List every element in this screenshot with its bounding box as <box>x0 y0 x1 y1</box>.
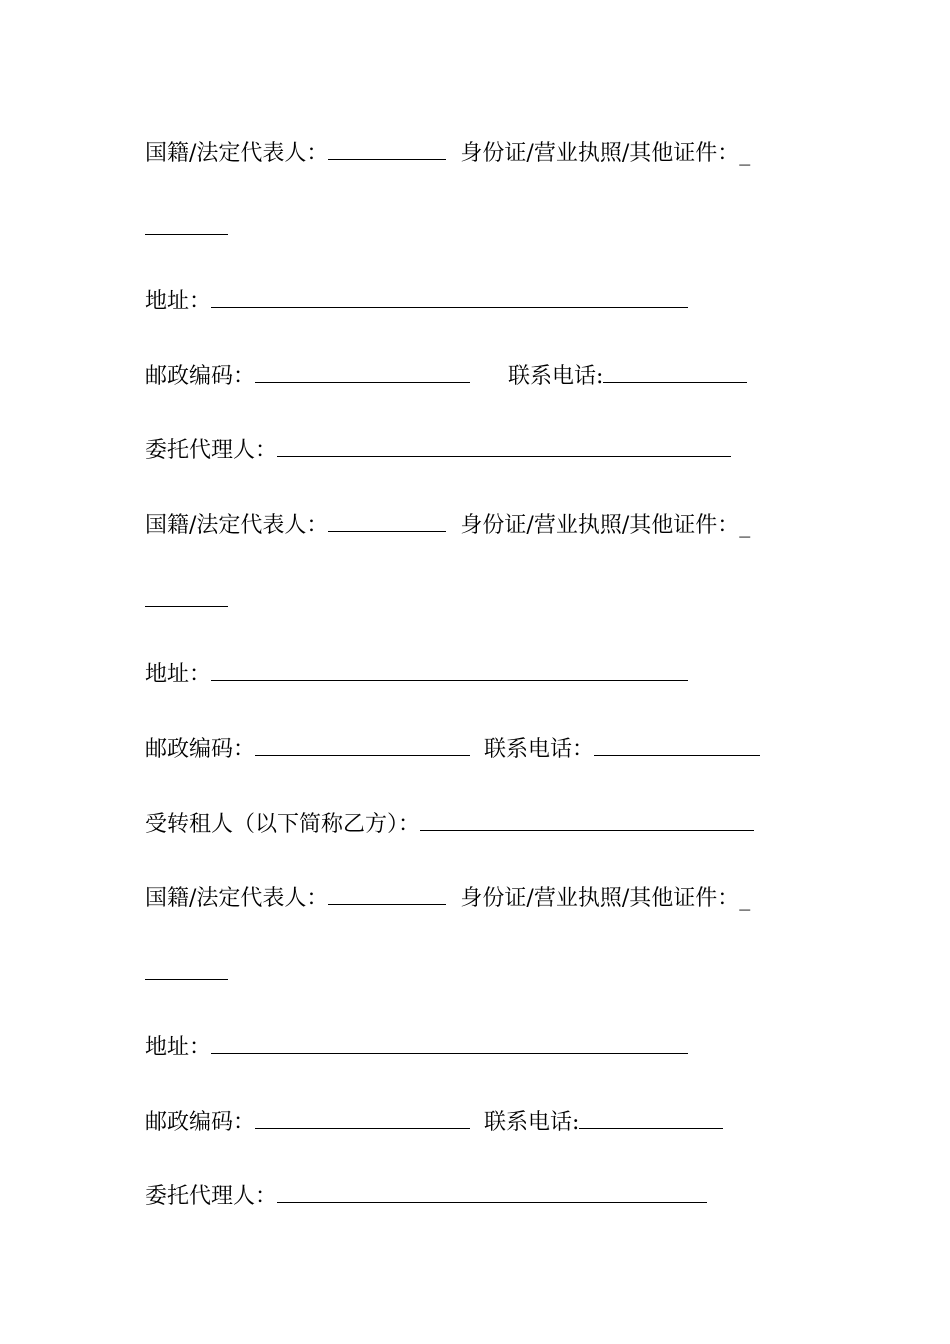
sublessee-row <box>145 808 754 840</box>
id-continuation-row <box>145 584 228 616</box>
id-label: 身份证/营业执照/其他证件：_ <box>460 141 751 166</box>
postcode-phone-row <box>145 360 747 392</box>
id-continuation-row <box>145 957 228 989</box>
address-blank[interactable] <box>211 658 688 681</box>
address-blank[interactable] <box>211 285 688 308</box>
sublessee-blank[interactable] <box>420 808 754 831</box>
nationality-label: 国籍/法定代表人： <box>145 886 329 911</box>
nationality-label: 国籍/法定代表人： <box>145 141 329 166</box>
nationality-id-row <box>145 137 750 169</box>
postcode-phone-row <box>145 1106 723 1138</box>
id-label: 身份证/营业执照/其他证件：_ <box>460 886 751 911</box>
postcode-label: 邮政编码： <box>145 737 256 762</box>
nationality-blank[interactable] <box>328 137 446 160</box>
id-blank[interactable] <box>145 584 228 607</box>
address-row <box>145 1031 688 1063</box>
phone-blank[interactable] <box>594 733 760 756</box>
agent-blank[interactable] <box>277 434 731 457</box>
id-label: 身份证/营业执照/其他证件：_ <box>460 513 751 538</box>
nationality-blank[interactable] <box>328 509 446 532</box>
nationality-blank[interactable] <box>328 882 446 905</box>
nationality-label: 国籍/法定代表人： <box>145 513 329 538</box>
agent-label: 委托代理人： <box>145 1184 278 1209</box>
address-row <box>145 285 688 317</box>
nationality-id-row <box>145 882 750 914</box>
address-row <box>145 658 688 690</box>
id-blank[interactable] <box>145 212 228 235</box>
postcode-label: 邮政编码： <box>145 1110 256 1135</box>
phone-blank[interactable] <box>579 1106 723 1129</box>
address-label: 地址： <box>145 289 212 314</box>
postcode-label: 邮政编码： <box>145 364 256 389</box>
id-blank[interactable] <box>145 957 228 980</box>
address-label: 地址： <box>145 662 212 687</box>
phone-label: 联系电话: <box>508 364 604 389</box>
postcode-phone-row <box>145 733 760 765</box>
nationality-id-row <box>145 509 750 541</box>
phone-blank[interactable] <box>603 360 747 383</box>
postcode-blank[interactable] <box>255 360 470 383</box>
postcode-blank[interactable] <box>255 733 470 756</box>
agent-row <box>145 434 731 466</box>
postcode-blank[interactable] <box>255 1106 470 1129</box>
agent-label: 委托代理人： <box>145 438 278 463</box>
phone-label: 联系电话: <box>484 1110 580 1135</box>
sublessee-label: 受转租人（以下简称乙方）： <box>145 812 421 837</box>
agent-blank[interactable] <box>277 1180 707 1203</box>
agent-row <box>145 1180 707 1212</box>
id-continuation-row <box>145 212 228 244</box>
address-blank[interactable] <box>211 1031 688 1054</box>
phone-label: 联系电话： <box>484 737 595 762</box>
address-label: 地址： <box>145 1035 212 1060</box>
